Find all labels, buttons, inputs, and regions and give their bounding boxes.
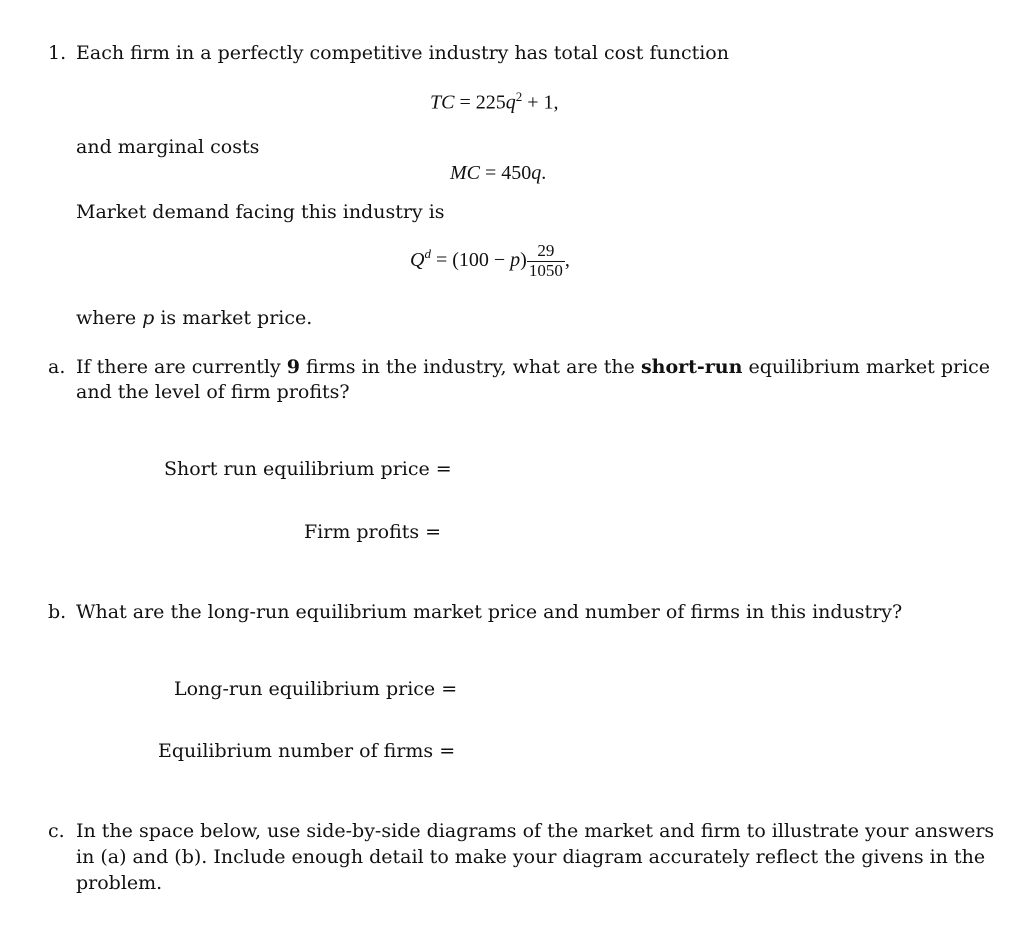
demand-end: , xyxy=(564,248,570,271)
part-a-text-1: If there are currently xyxy=(76,356,287,378)
mc-lhs: MC xyxy=(450,162,480,184)
part-b-label: b. xyxy=(48,601,67,623)
demand-fraction xyxy=(527,242,565,280)
mc-end: . xyxy=(541,162,547,184)
tc-lhs: TC xyxy=(430,91,455,114)
problem-number: 1. xyxy=(48,42,67,64)
part-c-line-1: In the space below, use side-by-side diagrams of the market and firm to illustrate your answers xyxy=(76,820,995,842)
short-run-price-label: Short run equilibrium price = xyxy=(164,458,452,480)
part-a-label: a. xyxy=(48,356,66,378)
demand-sup: d xyxy=(424,246,431,262)
part-c-line-2: in (a) and (b). Include enough detail to make your diagram accurately reflect the givens in the xyxy=(76,846,986,868)
tc-var: q xyxy=(505,91,516,114)
demand-intro: Market demand facing this industry is xyxy=(76,201,445,223)
part-b-question: What are the long-run equilibrium market price and number of firms in this industry? xyxy=(76,601,903,623)
long-run-price-label: Long-run equilibrium price = xyxy=(174,678,458,700)
part-a-bold-firms: 9 xyxy=(286,356,300,378)
part-c-label: c. xyxy=(48,820,65,842)
where-pre: where xyxy=(76,307,143,329)
demand-lhs: Q xyxy=(410,248,425,271)
demand-var: p xyxy=(510,248,521,271)
tc-equation xyxy=(430,90,559,113)
problem-intro: Each firm in a perfectly competitive industry has total cost function xyxy=(76,42,729,64)
part-a-question xyxy=(76,358,990,377)
tc-exp: 2 xyxy=(515,89,523,104)
part-a-text-2: firms in the industry, what are the xyxy=(300,356,641,378)
part-c-line-3: problem. xyxy=(76,872,163,894)
firm-profits-label: Firm profits = xyxy=(304,521,442,543)
mc-equation xyxy=(450,163,546,183)
mc-var: q xyxy=(531,162,542,184)
demand-close: ) xyxy=(520,248,527,271)
part-a-bold-short-run: short-run xyxy=(640,356,743,378)
mc-eq: = 450 xyxy=(480,162,532,184)
fraction-denominator: 1050 xyxy=(528,260,563,280)
where-post: is market price. xyxy=(154,307,313,329)
part-a-text-3: equilibrium market price xyxy=(742,356,991,378)
mc-intro: and marginal costs xyxy=(76,136,260,158)
where-var: p xyxy=(142,307,155,329)
demand-equation xyxy=(410,242,570,280)
demand-mid: = (100 − xyxy=(430,248,511,271)
where-line xyxy=(76,309,312,328)
part-a-question-line-2: and the level of firm profits? xyxy=(76,381,350,403)
tc-rest: + 1, xyxy=(522,91,559,114)
fraction-numerator: 29 xyxy=(537,241,555,260)
tc-eq: = 225 xyxy=(454,91,506,114)
number-of-firms-label: Equilibrium number of firms = xyxy=(158,740,456,762)
